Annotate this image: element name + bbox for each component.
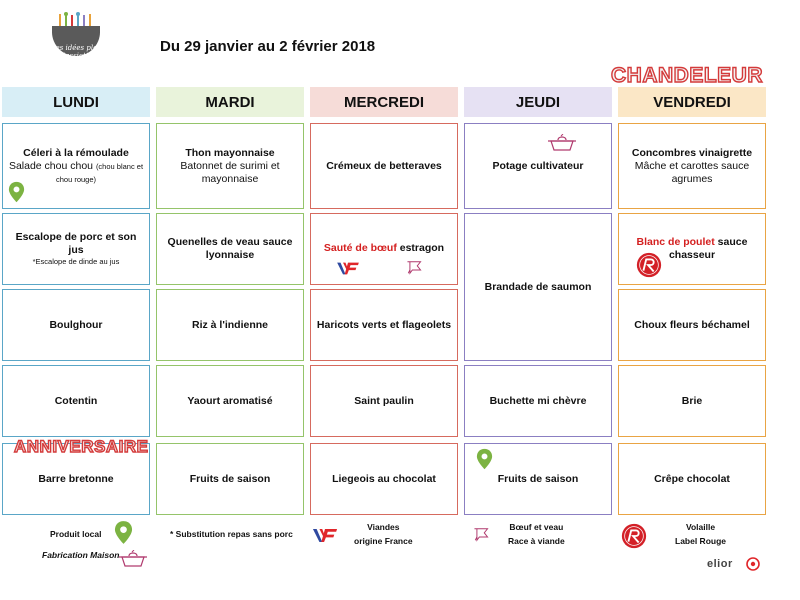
legend-label-rouge: Volaille Label Rouge [675, 522, 727, 546]
mercredi-fromage [310, 365, 458, 437]
jeudi-fromage [464, 365, 612, 437]
legend-substitution: * Substitution repas sans porc [170, 529, 293, 539]
fabrication-maison-icon [118, 550, 148, 568]
dish: Saint paulin [354, 394, 414, 407]
dish: Yaourt aromatisé [187, 394, 273, 407]
logo-text: Des idées plein l'assiette [49, 44, 104, 60]
dish-note: *Escalope de dinde au jus [32, 257, 120, 266]
race-a-viande-icon [472, 527, 490, 542]
anniversaire-stamp: ANNIVERSAIRE [14, 437, 149, 456]
dish: Crêpe chocolat [654, 472, 730, 485]
dish-alt: Batonnet de surimi et mayonnaise [180, 159, 280, 185]
dish: Boulghour [49, 318, 103, 331]
mercredi-entree [310, 123, 458, 209]
dish: Quenelles de veau sauce lyonnaise [167, 236, 293, 261]
elior-logo-mark [746, 557, 760, 571]
vendredi-dessert [618, 443, 766, 515]
mardi-accompagnement [156, 289, 304, 361]
dish-alt: Salade chou chou (chou blanc et chou rouge) [8, 159, 144, 184]
legend-local: Produit local [50, 529, 102, 539]
dish: Riz à l'indienne [191, 318, 268, 331]
day-header-mercredi: MERCREDI [310, 87, 458, 117]
mardi-fromage [156, 365, 304, 437]
mardi-dessert [156, 443, 304, 515]
mardi-entree [156, 123, 304, 209]
dish: Potage cultivateur [492, 159, 584, 172]
dish-alt: Mâche et carottes sauce agrumes [634, 159, 750, 185]
mardi-plat [156, 213, 304, 285]
dish: Fruits de saison [497, 472, 579, 485]
dish: Céleri à la rémoulade [23, 146, 129, 159]
mercredi-plat [310, 213, 458, 285]
viandes-france-icon [312, 527, 338, 544]
legend-race: Bœuf et veau Race à viande [508, 522, 565, 546]
local-product-icon [8, 181, 25, 203]
vendredi-accompagnement [618, 289, 766, 361]
dish: Sauté de bœuf estragon [323, 242, 445, 254]
lundi-accompagnement [2, 289, 150, 361]
jeudi-plat [464, 213, 612, 361]
dish: Cotentin [54, 394, 98, 407]
week-title: Du 29 janvier au 2 février 2018 [160, 38, 376, 55]
lundi-plat [2, 213, 150, 285]
day-header-lundi: LUNDI [2, 87, 150, 117]
dish: Crémeux de betteraves [326, 159, 442, 172]
dish: Fruits de saison [189, 472, 271, 485]
day-header-mardi: MARDI [156, 87, 304, 117]
viandes-france-icon [336, 261, 360, 276]
dish: Brandade de saumon [484, 280, 592, 293]
dish: Brie [681, 394, 703, 407]
dish: Liegeois au chocolat [332, 472, 436, 485]
dish: Barre bretonne [38, 472, 114, 485]
mercredi-dessert [310, 443, 458, 515]
label-rouge-icon [620, 522, 648, 550]
local-product-icon [476, 448, 493, 470]
dish: Haricots verts et flageolets [316, 318, 452, 331]
mercredi-accompagnement [310, 289, 458, 361]
chandeleur-stamp: CHANDELEUR [611, 64, 763, 87]
race-a-viande-icon [405, 260, 423, 275]
local-product-icon [114, 520, 133, 545]
legend-maison: Fabrication Maison [42, 550, 120, 560]
vendredi-fromage [618, 365, 766, 437]
dish: Choux fleurs béchamel [634, 318, 750, 331]
elior-logo: elior [707, 558, 733, 570]
fabrication-maison-icon [547, 134, 577, 152]
dish: Thon mayonnaise [185, 146, 275, 159]
legend-viandes: Viandes origine France [354, 522, 413, 546]
brand-logo [42, 12, 110, 74]
lundi-fromage [2, 365, 150, 437]
dish: Blanc de poulet sauce chasseur [636, 236, 748, 261]
day-header-vendredi: VENDREDI [618, 87, 766, 117]
dish: Escalope de porc et son jus [15, 231, 137, 256]
jeudi-entree [464, 123, 612, 209]
vendredi-entree [618, 123, 766, 209]
dish: Concombres vinaigrette [631, 146, 753, 159]
dish: Buchette mi chèvre [489, 394, 587, 407]
day-header-jeudi: JEUDI [464, 87, 612, 117]
label-rouge-icon [635, 251, 663, 279]
